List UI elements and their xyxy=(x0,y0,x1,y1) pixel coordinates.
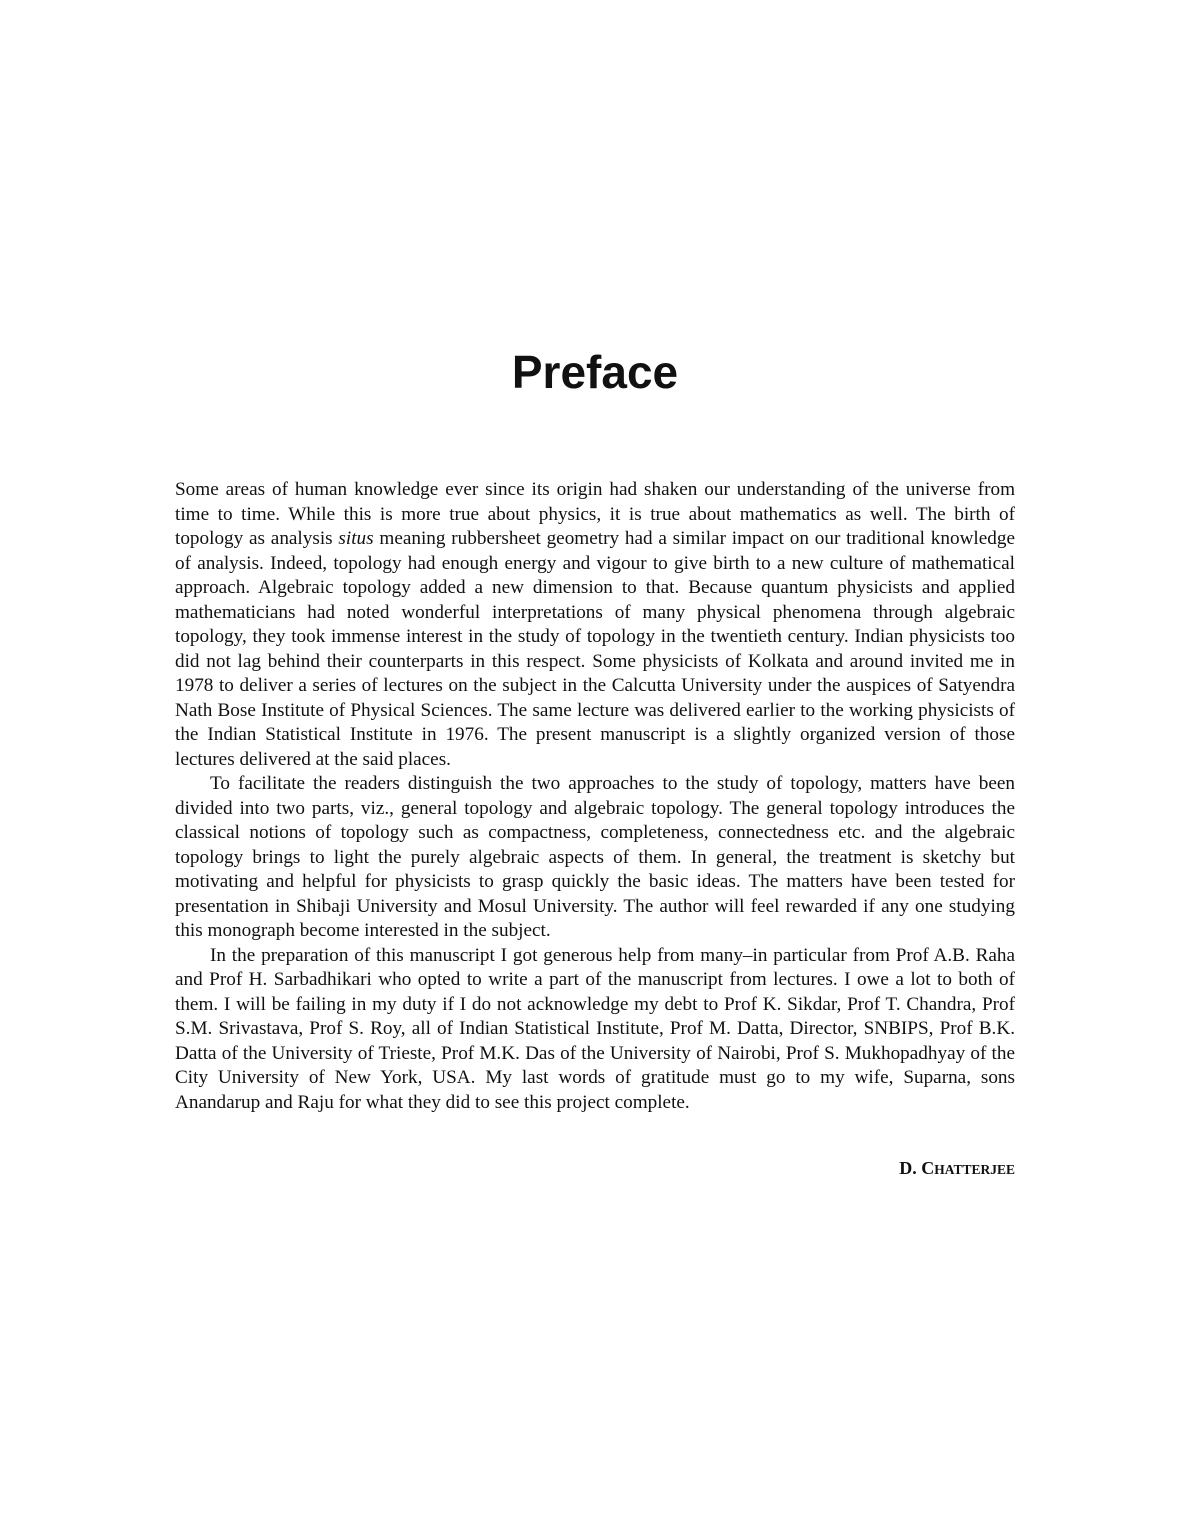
signature-surname: HATTERJEE xyxy=(934,1162,1015,1177)
paragraph-1 xyxy=(175,478,1015,772)
paragraph-2: To facilitate the readers distinguish the two approaches to the study of topology, matters have been divided into two parts, viz., general topology and algebraic topology. The general topology introduces the classical notions of topology such as compactness, completeness, connectedness etc. and the algebraic topology brings to light the purely algebraic aspects of them. In general, the treatment is sketchy but motivating and helpful for physicists to grasp quickly the basic ideas. The matters have been tested for presentation in Shibaji University and Mosul University. The author will feel rewarded if any one studying this monograph become interested in the subject. xyxy=(175,773,1015,941)
paragraph-1-text-start: Some areas of human knowledge ever since its origin had shaken our understanding of the universe from time to time. While this is more true about physics, it is true about mathematics as well. The birth of topology as analysis xyxy=(175,479,1015,549)
page-title: Preface xyxy=(511,346,679,398)
paragraph-3: In the preparation of this manuscript I got generous help from many–in particular from Prof A.B. Raha and Prof H. Sarbadhikari who opted to write a part of the manuscript from lectures. I owe a lot to both of them. I will be failing in my duty if I do not acknowledge my debt to Prof K. Sikdar, Prof T. Chandra, Prof S.M. Srivastava, Prof S. Roy, all of Indian Statistical Institute, Prof M. Datta, Director, SNBIPS, Prof B.K. Datta of the University of Trieste, Prof M.K. Das of the University of Nairobi, Prof S. Mukhopadhyay of the City University of New York, USA. My last words of gratitude must go to my wife, Suparna, sons Anandarup and Raju for what they did to see this project complete. xyxy=(175,944,1015,1113)
signature-initial: D. C xyxy=(899,1158,935,1178)
italic-term: situs xyxy=(338,528,374,549)
author-signature xyxy=(175,1156,1015,1182)
paragraph-1-text-end: meaning rubbersheet geometry had a similar impact on our traditional knowledge of analysis. Indeed, topology had enough energy and vigour to give birth to a new culture of mathematical approach. Algebraic topology added a new dimension to that. Because quantum physicists and applied mathematicians had noted wonderful interpretations of many physical phenomena through algebraic topology, they took immense interest in the study of topology in the twentieth century. Indian physicists too did not lag behind their counterparts in this respect. Some physicists of Kolkata and around invited me in 1978 to deliver a series of lectures on the subject in the Calcutta University under the auspices of Satyendra Nath Bose Institute of Physical Sciences. The same lecture was delivered earlier to the working physicists of the Indian Statistical Institute in 1976. The present manuscript is a slightly organized version of those lectures delivered at the said places. xyxy=(175,528,1015,770)
preface-body xyxy=(175,478,1015,1115)
